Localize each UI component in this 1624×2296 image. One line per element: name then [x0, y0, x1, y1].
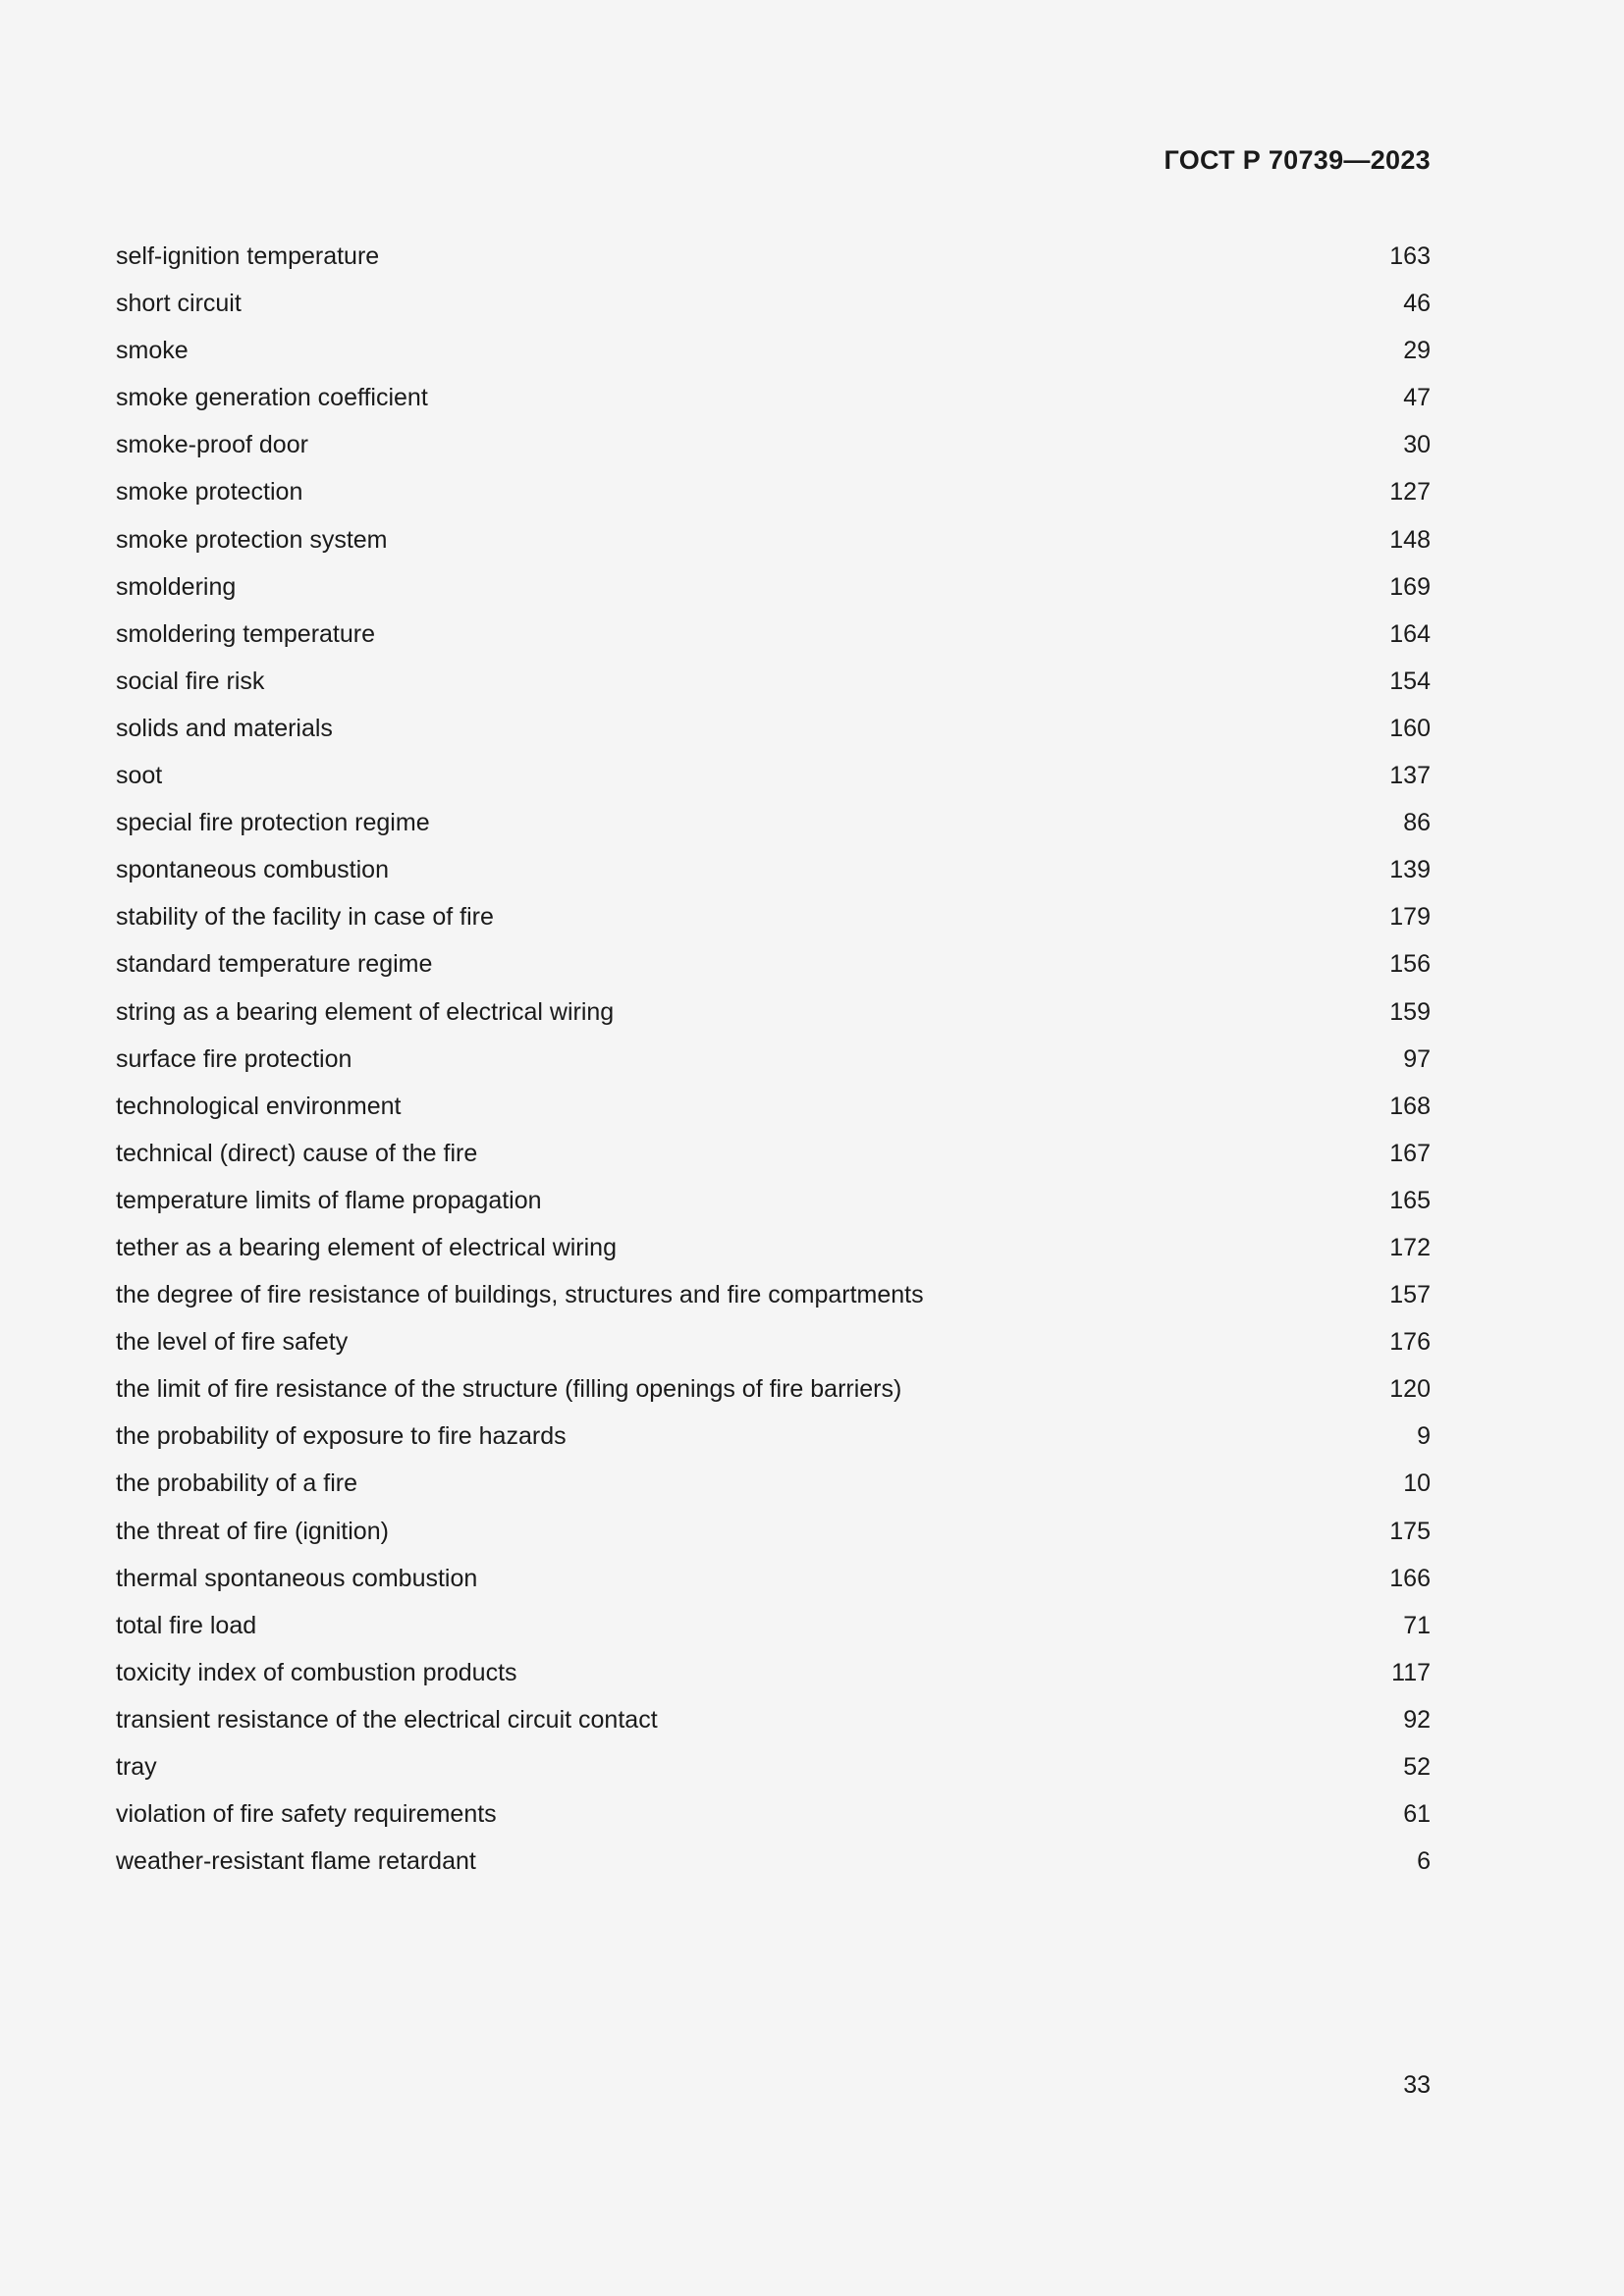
index-term: thermal spontaneous combustion [116, 1564, 478, 1592]
index-term: standard temperature regime [116, 950, 433, 979]
index-term: transient resistance of the electrical circuit contact [116, 1705, 658, 1734]
index-term: smoldering temperature [116, 619, 376, 648]
index-entry [116, 563, 1431, 611]
index-entry [116, 516, 1431, 563]
index-term: string as a bearing element of electrical wiring [116, 997, 615, 1026]
index-number: 164 [1389, 619, 1431, 648]
index-entry [116, 1508, 1431, 1555]
index-entry [116, 893, 1431, 940]
index-entry [116, 1696, 1431, 1743]
index-entry [116, 1413, 1431, 1460]
index-entry [116, 280, 1431, 327]
index-entry [116, 1271, 1431, 1318]
index-term: tray [116, 1753, 157, 1781]
index-entry [116, 705, 1431, 752]
index-number: 172 [1389, 1233, 1431, 1261]
index-entry [116, 1460, 1431, 1507]
index-number: 157 [1389, 1281, 1431, 1309]
index-term: stability of the facility in case of fire [116, 903, 494, 932]
index-number: 92 [1403, 1705, 1431, 1734]
index-term: tether as a bearing element of electrical wiring [116, 1233, 617, 1261]
index-number: 97 [1403, 1044, 1431, 1073]
index-term: violation of fire safety requirements [116, 1800, 497, 1829]
index-term: temperature limits of flame propagation [116, 1186, 542, 1214]
index-number: 71 [1403, 1611, 1431, 1639]
index-number: 163 [1389, 242, 1431, 270]
index-term: the probability of exposure to fire hazards [116, 1422, 567, 1451]
index-term: weather-resistant flame retardant [116, 1847, 476, 1876]
index-term: smoke [116, 337, 189, 365]
index-term: the degree of fire resistance of buildings, structures and fire compartments [116, 1281, 924, 1309]
index-number: 148 [1389, 525, 1431, 554]
index-entry [116, 468, 1431, 515]
index-number: 179 [1389, 903, 1431, 932]
index-term: technological environment [116, 1092, 402, 1120]
index-term: spontaneous combustion [116, 856, 389, 884]
index-number: 139 [1389, 856, 1431, 884]
index-number: 169 [1389, 572, 1431, 601]
index-entry [116, 374, 1431, 421]
index-list [116, 233, 1431, 1885]
index-number: 165 [1389, 1186, 1431, 1214]
index-entry [116, 1130, 1431, 1177]
index-term: the limit of fire resistance of the structure (filling openings of fire barriers) [116, 1375, 902, 1404]
index-number: 86 [1403, 809, 1431, 837]
index-number: 47 [1403, 384, 1431, 412]
document-header: ГОСТ Р 70739—2023 [1164, 145, 1431, 175]
index-entry [116, 327, 1431, 374]
index-number: 159 [1389, 997, 1431, 1026]
index-entry [116, 1036, 1431, 1083]
index-entry [116, 1790, 1431, 1838]
index-entry [116, 1365, 1431, 1413]
index-number: 117 [1391, 1658, 1431, 1686]
index-entry [116, 1838, 1431, 1885]
index-number: 30 [1403, 431, 1431, 459]
index-number: 176 [1389, 1328, 1431, 1357]
index-entry [116, 1083, 1431, 1130]
index-entry [116, 1602, 1431, 1649]
index-number: 52 [1403, 1753, 1431, 1781]
index-number: 29 [1403, 337, 1431, 365]
index-entry [116, 233, 1431, 280]
index-entry [116, 1224, 1431, 1271]
index-term: short circuit [116, 290, 242, 318]
index-entry [116, 1318, 1431, 1365]
index-number: 46 [1403, 290, 1431, 318]
index-number: 168 [1389, 1092, 1431, 1120]
index-term: smoke-proof door [116, 431, 308, 459]
index-number: 175 [1389, 1517, 1431, 1545]
index-entry [116, 940, 1431, 988]
index-entry [116, 421, 1431, 468]
index-entry [116, 752, 1431, 799]
index-term: social fire risk [116, 667, 265, 695]
index-entry [116, 1743, 1431, 1790]
index-entry [116, 1177, 1431, 1224]
index-entry [116, 988, 1431, 1036]
index-entry [116, 799, 1431, 846]
index-term: smoldering [116, 572, 237, 601]
index-entry [116, 1649, 1431, 1696]
index-term: technical (direct) cause of the fire [116, 1139, 478, 1167]
index-term: smoke protection system [116, 525, 388, 554]
index-number: 166 [1389, 1564, 1431, 1592]
index-term: toxicity index of combustion products [116, 1658, 517, 1686]
index-entry [116, 846, 1431, 893]
page-number: 33 [1403, 2071, 1431, 2099]
index-term: self-ignition temperature [116, 242, 380, 270]
index-entry [116, 611, 1431, 658]
index-number: 156 [1389, 950, 1431, 979]
index-term: special fire protection regime [116, 809, 430, 837]
index-term: total fire load [116, 1611, 257, 1639]
index-number: 6 [1417, 1847, 1431, 1876]
index-number: 137 [1389, 762, 1431, 790]
index-number: 10 [1403, 1469, 1431, 1498]
index-number: 61 [1403, 1800, 1431, 1829]
index-number: 127 [1389, 478, 1431, 507]
index-term: the threat of fire (ignition) [116, 1517, 389, 1545]
index-term: the probability of a fire [116, 1469, 357, 1498]
index-term: surface fire protection [116, 1044, 352, 1073]
index-term: soot [116, 762, 163, 790]
index-entry [116, 1555, 1431, 1602]
index-entry [116, 658, 1431, 705]
index-number: 120 [1389, 1375, 1431, 1404]
index-number: 154 [1389, 667, 1431, 695]
index-number: 9 [1417, 1422, 1431, 1451]
index-term: smoke protection [116, 478, 303, 507]
index-number: 167 [1389, 1139, 1431, 1167]
index-term: the level of fire safety [116, 1328, 349, 1357]
index-number: 160 [1389, 714, 1431, 742]
index-term: solids and materials [116, 714, 333, 742]
index-term: smoke generation coefficient [116, 384, 428, 412]
